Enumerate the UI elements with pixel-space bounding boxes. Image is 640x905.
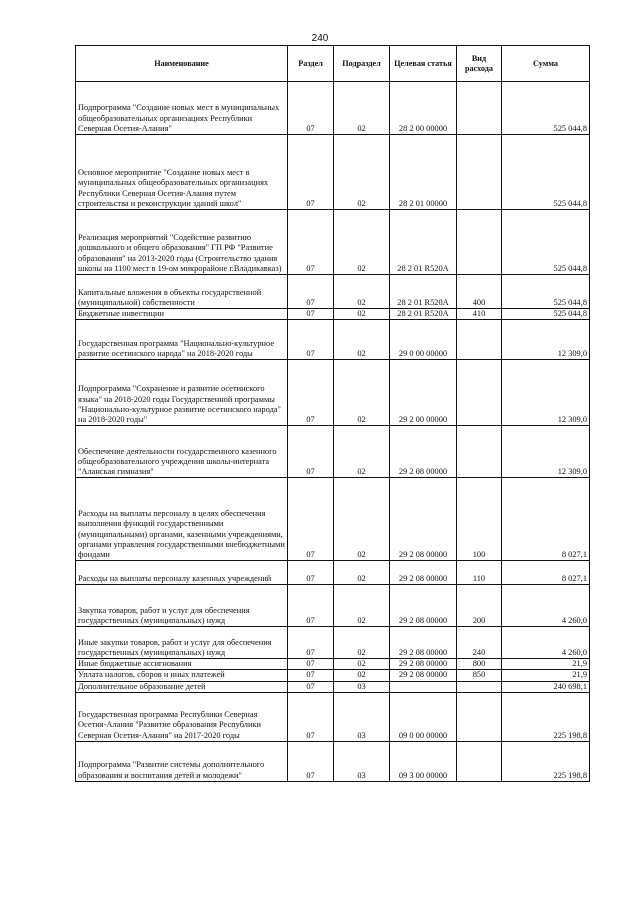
- row-name-cell: Расходы на выплаты персоналу в целях обеспечения выполнения функций государственными (муниципальными) органами, казенными учреждениями, органами управления государственными внебюджетными фондами: [76, 478, 288, 561]
- column-header-target: Целевая статья: [390, 46, 457, 82]
- row-amount-cell: 525 044,8: [502, 135, 590, 210]
- row-subsection-cell: 02: [334, 478, 390, 561]
- table-row: [76, 320, 590, 360]
- row-target-cell: 29 2 08 00000: [390, 659, 457, 670]
- row-section-cell: 07: [288, 210, 334, 275]
- row-subsection-cell: 02: [334, 426, 390, 478]
- table-row: [76, 478, 590, 561]
- row-name-cell: Подпрограмма "Развитие системы дополнительного образования и воспитания детей и молодежи": [76, 741, 288, 781]
- row-expense-type-cell: 850: [457, 670, 502, 681]
- row-subsection-cell: 02: [334, 561, 390, 585]
- row-target-cell: 29 0 00 00000: [390, 320, 457, 360]
- row-expense-type-cell: 200: [457, 585, 502, 627]
- row-amount-cell: 525 044,8: [502, 275, 590, 309]
- row-section-cell: 07: [288, 681, 334, 692]
- budget-table: [75, 45, 590, 782]
- row-section-cell: 07: [288, 627, 334, 659]
- table-row: [76, 741, 590, 781]
- row-expense-type-cell: 100: [457, 478, 502, 561]
- row-expense-type-cell: [457, 692, 502, 741]
- table-row: [76, 561, 590, 585]
- row-name-cell: Бюджетные инвестиции: [76, 309, 288, 320]
- row-target-cell: 28 2 00 00000: [390, 82, 457, 135]
- row-name-cell: Обеспечение деятельности государственного казенного общеобразовательного учреждения школы-интерната "Аланская гимназия": [76, 426, 288, 478]
- row-amount-cell: 8 027,1: [502, 561, 590, 585]
- row-subsection-cell: 02: [334, 135, 390, 210]
- row-amount-cell: 12 309,0: [502, 320, 590, 360]
- row-target-cell: 09 3 00 00000: [390, 741, 457, 781]
- column-header-subsection: Подраздел: [334, 46, 390, 82]
- row-subsection-cell: 02: [334, 585, 390, 627]
- row-amount-cell: 225 198,8: [502, 741, 590, 781]
- row-expense-type-cell: [457, 135, 502, 210]
- row-subsection-cell: 02: [334, 275, 390, 309]
- row-subsection-cell: 02: [334, 82, 390, 135]
- table-row: [76, 585, 590, 627]
- row-expense-type-cell: 400: [457, 275, 502, 309]
- row-section-cell: 07: [288, 320, 334, 360]
- row-name-cell: Уплата налогов, сборов и иных платежей: [76, 670, 288, 681]
- row-expense-type-cell: [457, 741, 502, 781]
- row-section-cell: 07: [288, 360, 334, 426]
- row-expense-type-cell: 800: [457, 659, 502, 670]
- table-row: [76, 627, 590, 659]
- row-section-cell: 07: [288, 309, 334, 320]
- row-name-cell: Иные бюджетные ассигнования: [76, 659, 288, 670]
- row-name-cell: Иные закупки товаров, работ и услуг для обеспечения государственных (муниципальных) нужд: [76, 627, 288, 659]
- row-target-cell: 29 2 08 00000: [390, 670, 457, 681]
- row-section-cell: 07: [288, 275, 334, 309]
- row-section-cell: 07: [288, 82, 334, 135]
- table-row: [76, 210, 590, 275]
- table-body: [76, 82, 590, 782]
- table-row: [76, 360, 590, 426]
- table-row: [76, 670, 590, 681]
- row-target-cell: 29 2 08 00000: [390, 478, 457, 561]
- row-name-cell: Государственная программа "Национально-культурное развитие осетинского народа" на 2018-2020 годы: [76, 320, 288, 360]
- row-name-cell: Расходы на выплаты персоналу казенных учреждений: [76, 561, 288, 585]
- row-amount-cell: 525 044,8: [502, 210, 590, 275]
- row-name-cell: Основное мероприятие "Создание новых мест в муниципальных общеобразовательных организациях Республики Северная Осетия-Алания путем строительства и реконструкции зданий школ": [76, 135, 288, 210]
- row-amount-cell: 4 260,0: [502, 627, 590, 659]
- column-header-expense-type: Вид расхода: [457, 46, 502, 82]
- column-header-amount: Сумма: [502, 46, 590, 82]
- row-subsection-cell: 03: [334, 741, 390, 781]
- row-subsection-cell: 02: [334, 210, 390, 275]
- row-subsection-cell: 03: [334, 681, 390, 692]
- row-subsection-cell: 02: [334, 309, 390, 320]
- column-header-section: Раздел: [288, 46, 334, 82]
- row-target-cell: 29 2 08 00000: [390, 561, 457, 585]
- row-amount-cell: 525 044,8: [502, 82, 590, 135]
- row-target-cell: 28 2 01 R520A: [390, 309, 457, 320]
- row-target-cell: 28 2 01 00000: [390, 135, 457, 210]
- row-name-cell: Реализация мероприятий "Содействие развитию дошкольного и общего образования" ГП РФ "Развитие образования" на 2013-2020 годы (Строительство здания школы на 1100 мест в 19-ом микрорайоне г.Владикавказ): [76, 210, 288, 275]
- table-row: [76, 426, 590, 478]
- row-amount-cell: 8 027,1: [502, 478, 590, 561]
- row-name-cell: Закупка товаров, работ и услуг для обеспечения государственных (муниципальных) нужд: [76, 585, 288, 627]
- row-name-cell: Капитальные вложения в объекты государственной (муниципальной) собственности: [76, 275, 288, 309]
- row-amount-cell: 225 198,8: [502, 692, 590, 741]
- row-target-cell: 29 2 08 00000: [390, 585, 457, 627]
- table-header-row: [76, 46, 590, 82]
- row-expense-type-cell: [457, 320, 502, 360]
- row-expense-type-cell: 110: [457, 561, 502, 585]
- row-amount-cell: 21,9: [502, 670, 590, 681]
- row-section-cell: 07: [288, 741, 334, 781]
- row-amount-cell: 4 260,0: [502, 585, 590, 627]
- row-section-cell: 07: [288, 478, 334, 561]
- row-name-cell: Дополнительное образование детей: [76, 681, 288, 692]
- row-expense-type-cell: [457, 360, 502, 426]
- row-amount-cell: 525 044,8: [502, 309, 590, 320]
- page-number: 240: [311, 33, 329, 44]
- row-target-cell: 29 2 08 00000: [390, 627, 457, 659]
- row-section-cell: 07: [288, 426, 334, 478]
- row-target-cell: 29 2 08 00000: [390, 426, 457, 478]
- row-amount-cell: 240 698,1: [502, 681, 590, 692]
- row-section-cell: 07: [288, 670, 334, 681]
- row-target-cell: 28 2 01 R520A: [390, 210, 457, 275]
- row-section-cell: 07: [288, 659, 334, 670]
- row-subsection-cell: 02: [334, 670, 390, 681]
- row-name-cell: Государственная программа Республики Северная Осетия-Алания "Развитие образования Республики Северная Осетия-Алания" на 2017-2020 годы: [76, 692, 288, 741]
- row-subsection-cell: 02: [334, 627, 390, 659]
- table-row: [76, 275, 590, 309]
- table-row: [76, 692, 590, 741]
- row-subsection-cell: 02: [334, 360, 390, 426]
- row-section-cell: 07: [288, 692, 334, 741]
- column-header-name: Наименование: [76, 46, 288, 82]
- row-expense-type-cell: [457, 426, 502, 478]
- table-row: [76, 309, 590, 320]
- table-row: [76, 82, 590, 135]
- row-name-cell: Подпрограмма "Сохранение и развитие осетинского языка" на 2018-2020 годы Государственной программы "Национально-культурное развитие осетинского народа" на 2018-2020 годы": [76, 360, 288, 426]
- table-row: [76, 681, 590, 692]
- row-subsection-cell: 03: [334, 692, 390, 741]
- row-name-cell: Подпрограмма "Создание новых мест в муниципальных общеобразовательных организациях Республики Северная Осетия-Алания": [76, 82, 288, 135]
- row-amount-cell: 12 309,0: [502, 360, 590, 426]
- row-subsection-cell: 02: [334, 320, 390, 360]
- row-target-cell: [390, 681, 457, 692]
- table-row: [76, 659, 590, 670]
- row-section-cell: 07: [288, 135, 334, 210]
- row-expense-type-cell: [457, 210, 502, 275]
- row-subsection-cell: 02: [334, 659, 390, 670]
- row-section-cell: 07: [288, 561, 334, 585]
- row-expense-type-cell: [457, 681, 502, 692]
- row-expense-type-cell: 240: [457, 627, 502, 659]
- row-section-cell: 07: [288, 585, 334, 627]
- table-row: [76, 135, 590, 210]
- row-amount-cell: 21,9: [502, 659, 590, 670]
- row-target-cell: 29 2 00 00000: [390, 360, 457, 426]
- row-expense-type-cell: [457, 82, 502, 135]
- row-target-cell: 28 2 01 R520A: [390, 275, 457, 309]
- row-amount-cell: 12 309,0: [502, 426, 590, 478]
- row-target-cell: 09 0 00 00000: [390, 692, 457, 741]
- row-expense-type-cell: 410: [457, 309, 502, 320]
